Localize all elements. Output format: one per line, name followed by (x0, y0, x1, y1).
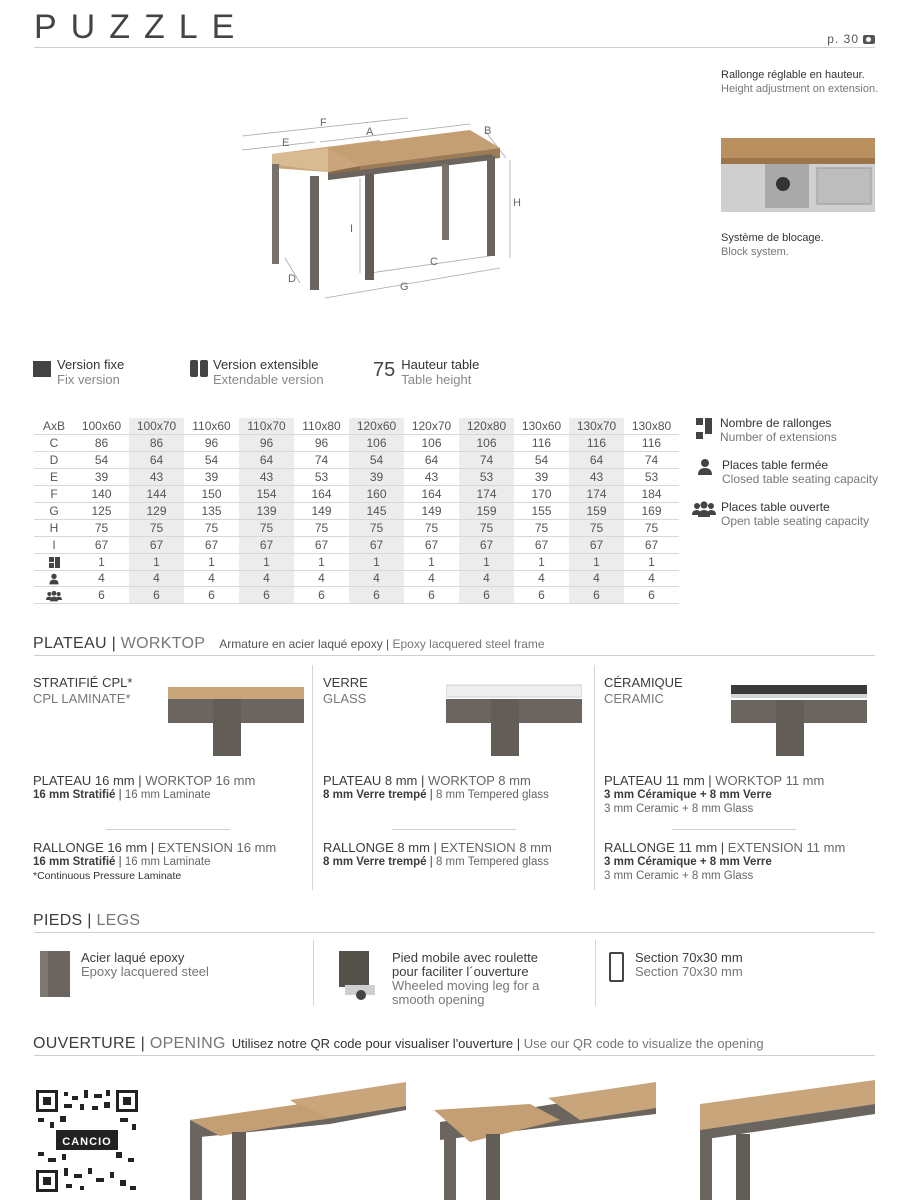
glass-ext-c: 8 mm Verre trempé (323, 856, 427, 868)
col-header: 130x60 (521, 419, 562, 434)
laminate-ext-a: RALLONGE 16 mm (33, 840, 148, 855)
col-header: 110x70 (239, 418, 294, 435)
wheeled-leg-photo (335, 951, 381, 1003)
laminate-name-en: CPL LAMINATE* (33, 691, 131, 706)
glass-extension-spec: RALLONGE 8 mm | EXTENSION 8 mm 8 mm Verre trempé | 8 mm Tempered glass (323, 840, 552, 868)
ceramic-worktop-e: 3 mm Ceramic + 8 mm Glass (604, 803, 754, 815)
table-row (34, 553, 679, 570)
wheeled-leg-en1: Wheeled moving leg for a (392, 978, 540, 993)
table-cell: 74 (314, 453, 329, 468)
table-height-fr: Hauteur table (401, 357, 480, 372)
block-system-photo (721, 138, 875, 212)
laminate-name-fr: STRATIFIÉ CPL* (33, 675, 133, 690)
ceramic-ext-c: 3 mm Céramique + 8 mm Verre (604, 856, 772, 868)
ceramic-worktop-spec: PLATEAU 11 mm | WORKTOP 11 mm 3 mm Céramique + 8 mm Verre 3 mm Ceramic + 8 mm Glass (604, 773, 825, 815)
legend-extensible (190, 357, 324, 387)
table-cell: 67 (534, 537, 549, 552)
table-cell: 39 (534, 470, 549, 485)
legend-fixed (33, 357, 124, 387)
dimensions-table (34, 418, 679, 604)
ouverture-title-en: OPENING (149, 1035, 226, 1052)
table-cell: 1 (318, 554, 325, 569)
extensions-count-fr: Nombre de rallonges (720, 416, 832, 430)
section-fr: Section 70x30 mm (635, 950, 743, 965)
table-cell: 6 (129, 587, 184, 604)
table-cell: 75 (129, 519, 184, 536)
laminate-name (33, 675, 132, 707)
table-cell: 54 (204, 453, 219, 468)
legs-divider (313, 940, 314, 1006)
block-system-fr: Système de blocage. (721, 232, 824, 244)
wheeled-leg-fr1: Pied mobile avec roulette (392, 950, 538, 965)
glass-ext-a: RALLONGE 8 mm (323, 840, 430, 855)
column-divider (594, 665, 595, 890)
ceramic-worktop-a: PLATEAU 11 mm (604, 773, 705, 788)
opening-step-1-photo (180, 1080, 410, 1200)
glass-worktop-c: 8 mm Verre trempé (323, 789, 427, 801)
row-label: C (49, 436, 59, 451)
epoxy-leg-fr: Acier laqué epoxy (81, 950, 185, 965)
table-cell: 39 (349, 469, 404, 486)
table-cell: 139 (239, 502, 294, 519)
table-cell: 53 (459, 469, 514, 486)
row-label: G (49, 503, 59, 518)
table-cell: 4 (349, 570, 404, 587)
table-cell: 1 (428, 554, 435, 569)
ceramic-name-fr: CÉRAMIQUE (604, 675, 683, 690)
table-cell: 54 (94, 453, 109, 468)
table-cell: 4 (648, 571, 655, 586)
dim-label-a: A (366, 126, 374, 138)
extendable-version-fr: Version extensible (213, 357, 319, 372)
table-cell: 140 (91, 487, 112, 501)
qr-note-fr: Utilisez notre QR code pour visualiser l'ouverture (231, 1036, 514, 1051)
dim-label-d: D (288, 273, 296, 285)
table-cell: 170 (531, 487, 552, 501)
fixed-version-en: Fix version (57, 372, 120, 387)
col-header: 100x70 (129, 418, 184, 435)
dim-label-b: B (484, 125, 492, 137)
page-number: p. 30 (827, 32, 859, 46)
pieds-title-fr: PIEDS (33, 912, 83, 929)
table-cell: 1 (208, 554, 215, 569)
block-system-en: Block system. (721, 246, 789, 258)
table-cell: 43 (424, 470, 439, 485)
table-cell: 39 (94, 470, 109, 485)
laminate-worktop-a: PLATEAU 16 mm (33, 773, 135, 788)
table-cell: 39 (204, 470, 219, 485)
table-cell: 86 (94, 436, 109, 451)
column-divider (312, 665, 313, 890)
table-cell: 4 (239, 570, 294, 587)
ouverture-header: OUVERTURE | OPENING Utilisez notre QR code pour visualiser l'ouverture | Use our QR code to visualize the opening (33, 1035, 764, 1052)
legend-height (373, 357, 479, 387)
ceramic-worktop-b: WORKTOP 11 mm (715, 773, 825, 788)
fixed-version-fr: Version fixe (57, 357, 125, 372)
height-adjust-fr: Rallonge réglable en hauteur. (721, 69, 865, 81)
table-cell: 64 (239, 452, 294, 469)
table-cell: 6 (349, 587, 404, 604)
table-cell: 4 (208, 571, 215, 586)
ceramic-ext-b: EXTENSION 11 mm (727, 840, 846, 855)
ceramic-worktop-photo (731, 683, 867, 756)
legend-extensions (696, 416, 837, 444)
dim-label-e: E (282, 137, 290, 149)
height-adjust-note (721, 68, 878, 96)
frame-note-en: Epoxy lacquered steel frame (392, 637, 545, 651)
table-cell: 1 (349, 553, 404, 570)
legend-closed-seating (696, 458, 878, 486)
person-icon (696, 458, 714, 476)
table-cell: 160 (349, 486, 404, 503)
table-row (34, 519, 679, 536)
open-seating-fr: Places table ouverte (721, 500, 830, 514)
glass-name (323, 675, 368, 707)
table-cell: 145 (349, 502, 404, 519)
table-cell: 159 (459, 502, 514, 519)
table-cell: 6 (239, 587, 294, 604)
table-cell: 53 (314, 470, 329, 485)
table-cell: 67 (459, 536, 514, 553)
section-text (635, 951, 743, 979)
glass-ext-b: EXTENSION 8 mm (440, 840, 552, 855)
table-cell: 154 (239, 486, 294, 503)
table-cell: 67 (239, 536, 294, 553)
table-row (34, 452, 679, 469)
table-cell: 150 (201, 487, 222, 501)
table-cell: 174 (569, 486, 624, 503)
table-row (34, 469, 679, 486)
section-en: Section 70x30 mm (635, 964, 743, 979)
table-cell: 75 (94, 520, 109, 535)
glass-name-fr: VERRE (323, 675, 368, 690)
table-height-en: Table height (401, 372, 472, 387)
table-cell: 43 (129, 469, 184, 486)
table-cell: 67 (569, 536, 624, 553)
table-cell: 75 (204, 520, 219, 535)
plateau-title-fr: PLATEAU (33, 635, 107, 652)
pieds-title: PIEDS | LEGS (33, 912, 141, 929)
table-cell: 1 (98, 554, 105, 569)
table-cell: 74 (644, 453, 659, 468)
person-icon (34, 570, 74, 587)
fixed-version-icon (33, 361, 51, 377)
table-row (34, 502, 679, 519)
glass-divider (392, 829, 516, 830)
plateau-rule (34, 655, 875, 656)
table-cell: 149 (421, 503, 442, 518)
table-cell: 164 (421, 487, 442, 501)
table-height-value: 75 (373, 359, 396, 381)
ouverture-title-fr: OUVERTURE (33, 1035, 136, 1052)
glass-name-en: GLASS (323, 691, 367, 706)
page-reference (827, 32, 875, 46)
open-seating-en: Open table seating capacity (721, 514, 870, 528)
frame-note: Armature en acier laqué epoxy | Epoxy lacquered steel frame (219, 637, 545, 651)
table-cell: 6 (98, 588, 105, 603)
table-cell: 155 (531, 503, 552, 518)
qr-note-en: Use our QR code to visualize the opening (523, 1036, 764, 1051)
pieds-title-en: LEGS (96, 912, 141, 929)
table-cell: 75 (314, 520, 329, 535)
laminate-ext-c: 16 mm Stratifié (33, 856, 116, 868)
table-row (34, 587, 679, 604)
laminate-ext-d: 16 mm Laminate (124, 856, 211, 868)
table-cell: 169 (641, 503, 662, 518)
closed-seating-en: Closed table seating capacity (722, 472, 879, 486)
ceramic-ext-a: RALLONGE 11 mm (604, 840, 718, 855)
table-cell: 67 (129, 536, 184, 553)
glass-worktop-d: 8 mm Tempered glass (435, 789, 549, 801)
extendable-version-en: Extendable version (213, 372, 324, 387)
table-cell: 67 (349, 536, 404, 553)
table-cell: 67 (314, 537, 329, 552)
height-adjust-en: Height adjustment on extension. (721, 83, 879, 95)
table-row (34, 486, 679, 503)
extensions-icon (34, 553, 74, 570)
table-cell: 144 (129, 486, 184, 503)
wheeled-leg-text (392, 951, 539, 1007)
table-cell: 6 (648, 588, 655, 603)
table-cell: 6 (459, 587, 514, 604)
laminate-worktop-photo (168, 683, 304, 756)
glass-ext-d: 8 mm Tempered glass (435, 856, 549, 868)
laminate-extension-spec: RALLONGE 16 mm | EXTENSION 16 mm 16 mm Stratifié | 16 mm Laminate *Continuous Pressure Laminate (33, 840, 277, 882)
table-cell: 75 (349, 519, 404, 536)
laminate-ext-b: EXTENSION 16 mm (157, 840, 277, 855)
table-cell: 1 (239, 553, 294, 570)
table-cell: 135 (201, 503, 222, 518)
page-title: PUZZLE (34, 8, 249, 46)
table-cell: 54 (349, 452, 404, 469)
table-cell: 96 (204, 436, 219, 451)
plateau-title-en: WORKTOP (120, 635, 206, 652)
laminate-worktop-b: WORKTOP 16 mm (145, 773, 256, 788)
table-cell: 6 (208, 588, 215, 603)
table-cell: 1 (129, 553, 184, 570)
extensions-icon (696, 418, 712, 444)
extendable-version-icon (190, 360, 208, 377)
table-cell: 43 (239, 469, 294, 486)
col-header: 120x80 (459, 418, 514, 435)
wheeled-leg-fr2: pour faciliter l´ouverture (392, 964, 529, 979)
table-cell: 116 (569, 435, 624, 452)
row-label: H (49, 520, 59, 535)
table-cell: 4 (459, 570, 514, 587)
table-cell: 1 (538, 554, 545, 569)
table-cell: 149 (311, 503, 332, 518)
table-cell: 125 (91, 503, 112, 518)
section-rectangle-icon (609, 952, 624, 982)
table-dimension-diagram (230, 108, 530, 308)
legs-divider (595, 940, 596, 1006)
group-icon (692, 500, 716, 518)
laminate-divider (106, 829, 230, 830)
table-cell: 43 (569, 469, 624, 486)
epoxy-leg-text (81, 951, 209, 979)
dim-label-f: F (320, 117, 327, 129)
table-cell: 4 (428, 571, 435, 586)
table-cell: 164 (311, 487, 332, 501)
table-cell: 75 (644, 520, 659, 535)
glass-worktop-b: WORKTOP 8 mm (428, 773, 531, 788)
dim-label-c: C (430, 256, 438, 268)
table-cell: 4 (129, 570, 184, 587)
qr-label: CANCIO (62, 1136, 112, 1148)
ceramic-ext-e: 3 mm Ceramic + 8 mm Glass (604, 870, 754, 882)
wheeled-leg-en2: smooth opening (392, 992, 485, 1007)
table-cell: 75 (459, 519, 514, 536)
dim-label-g: G (400, 281, 409, 293)
plateau-title: PLATEAU | WORKTOP (33, 635, 206, 652)
table-cell: 129 (129, 502, 184, 519)
table-cell: 6 (318, 588, 325, 603)
table-cell: 159 (569, 502, 624, 519)
laminate-worktop-c: 16 mm Stratifié (33, 789, 116, 801)
table-cell: 174 (459, 486, 514, 503)
dim-label-h: H (513, 197, 521, 209)
table-cell: 75 (534, 520, 549, 535)
title-rule (34, 47, 875, 48)
table-cell: 116 (531, 436, 552, 451)
table-cell: 106 (459, 435, 514, 452)
ceramic-divider (672, 829, 796, 830)
pieds-rule (34, 932, 875, 933)
table-cell: 67 (204, 537, 219, 552)
row-label: D (49, 453, 59, 468)
table-cell: 4 (569, 570, 624, 587)
laminate-worktop-d: 16 mm Laminate (124, 789, 211, 801)
epoxy-leg-en: Epoxy lacquered steel (81, 964, 209, 979)
legend-open-seating (692, 500, 869, 528)
table-cell: 75 (239, 519, 294, 536)
ceramic-name (604, 675, 683, 707)
table-cell: 4 (98, 571, 105, 586)
table-cell: 4 (538, 571, 545, 586)
table-cell: 184 (641, 487, 662, 501)
laminate-worktop-spec: PLATEAU 16 mm | WORKTOP 16 mm 16 mm Stratifié | 16 mm Laminate (33, 773, 256, 801)
table-cell: 116 (641, 436, 662, 451)
table-cell: 75 (569, 519, 624, 536)
opening-step-2-photo (430, 1080, 660, 1200)
glass-worktop-a: PLATEAU 8 mm (323, 773, 418, 788)
table-cell: 64 (424, 453, 439, 468)
col-header: 100x60 (81, 419, 122, 434)
group-icon (34, 587, 74, 604)
table-cell: 1 (459, 553, 514, 570)
closed-seating-fr: Places table fermée (722, 458, 829, 472)
row-label: E (49, 470, 58, 485)
table-cell: 53 (644, 470, 659, 485)
ceramic-name-en: CERAMIC (604, 691, 664, 706)
ceramic-extension-spec: RALLONGE 11 mm | EXTENSION 11 mm 3 mm Céramique + 8 mm Verre 3 mm Ceramic + 8 mm Glass (604, 840, 846, 882)
col-header: 110x60 (192, 419, 231, 434)
ouverture-rule (34, 1055, 875, 1056)
table-corner: AxB (42, 419, 65, 434)
table-cell: 106 (421, 436, 442, 451)
plateau-header (33, 635, 545, 653)
table-cell: 75 (424, 520, 439, 535)
table-cell: 64 (129, 452, 184, 469)
table-cell: 6 (569, 587, 624, 604)
laminate-footnote: *Continuous Pressure Laminate (33, 870, 182, 882)
col-header: 110x80 (302, 419, 341, 434)
glass-worktop-spec: PLATEAU 8 mm | WORKTOP 8 mm 8 mm Verre trempé | 8 mm Tempered glass (323, 773, 549, 801)
table-row (34, 570, 679, 587)
block-system-note (721, 231, 824, 259)
table-row (34, 536, 679, 553)
frame-note-fr: Armature en acier laqué epoxy (219, 637, 383, 651)
camera-icon (863, 35, 875, 44)
table-cell: 6 (428, 588, 435, 603)
row-label: F (50, 487, 58, 501)
extensions-count-en: Number of extensions (720, 430, 837, 444)
row-label: I (52, 537, 56, 552)
table-cell: 67 (94, 537, 109, 552)
table-row (34, 435, 679, 452)
table-cell: 74 (459, 452, 514, 469)
col-header: 120x60 (349, 418, 404, 435)
table-cell: 67 (644, 537, 659, 552)
table-cell: 64 (569, 452, 624, 469)
glass-worktop-photo (446, 683, 582, 756)
table-cell: 86 (129, 435, 184, 452)
table-cell: 106 (349, 435, 404, 452)
qr-code[interactable] (34, 1088, 140, 1194)
opening-step-3-photo (690, 1080, 875, 1200)
table-cell: 1 (569, 553, 624, 570)
table-cell: 54 (534, 453, 549, 468)
ceramic-worktop-c: 3 mm Céramique + 8 mm Verre (604, 789, 772, 801)
table-header-row (34, 418, 679, 435)
table-cell: 6 (538, 588, 545, 603)
dim-label-i: I (350, 223, 354, 235)
col-header: 130x80 (631, 419, 672, 434)
table-cell: 96 (239, 435, 294, 452)
table-cell: 67 (424, 537, 439, 552)
table-cell: 1 (648, 554, 655, 569)
table-cell: 4 (318, 571, 325, 586)
table-cell: 96 (314, 436, 329, 451)
epoxy-leg-photo (38, 951, 72, 999)
col-header: 130x70 (569, 418, 624, 435)
col-header: 120x70 (411, 419, 452, 434)
